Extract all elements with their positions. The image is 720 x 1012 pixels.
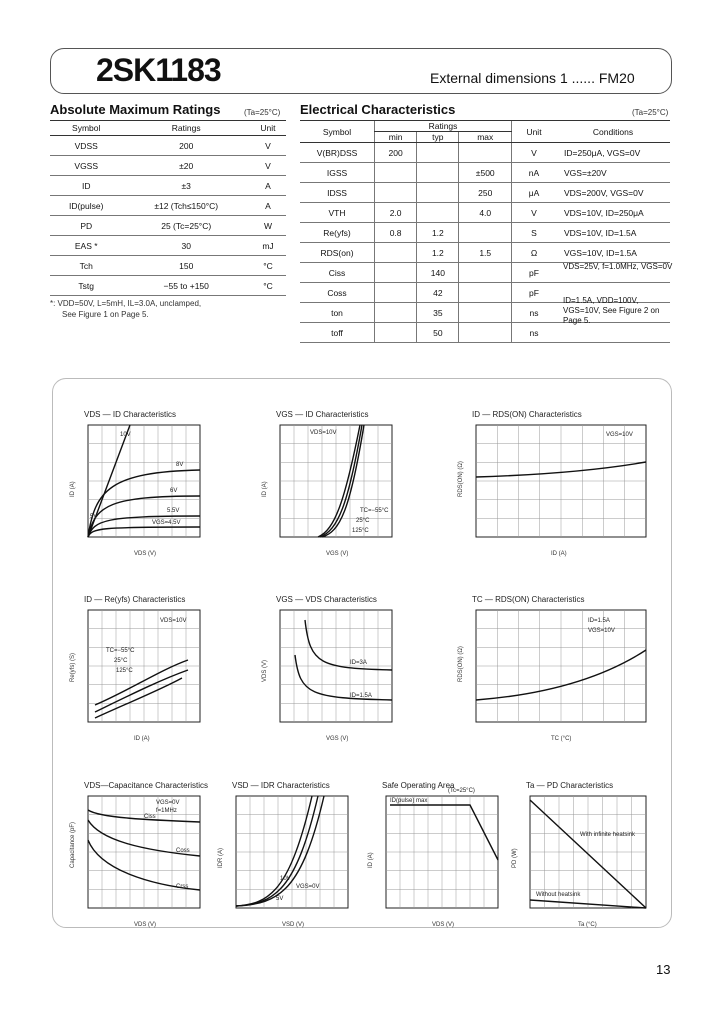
rating-cell: 200 xyxy=(122,136,250,156)
graph-ylabel: VDS (V) xyxy=(262,659,268,682)
typ-cell: 140 xyxy=(417,263,459,283)
typ-cell: 35 xyxy=(417,303,459,323)
curve-label: TC=−55°C xyxy=(360,508,389,514)
symbol-cell: V(BR)DSS xyxy=(300,143,375,163)
curve-label: Crss xyxy=(176,884,189,890)
curve-label: With infinite heatsink xyxy=(580,832,636,838)
symbol-cell: ton xyxy=(300,303,375,323)
col-ratings: Ratings xyxy=(375,121,512,132)
graph-ylabel: PD (W) xyxy=(512,848,518,868)
symbol-cell: RDS(on) xyxy=(300,243,375,263)
elec-condition: (Ta=25°C) xyxy=(632,108,669,117)
graph-title: VGS — ID Characteristics xyxy=(276,410,369,419)
typ-cell: 1.2 xyxy=(417,243,459,263)
max-cell: ±500 xyxy=(459,163,512,183)
unit-cell: μA xyxy=(512,183,557,203)
unit-cell: W xyxy=(250,216,286,236)
col-conditions: Conditions xyxy=(556,121,670,143)
curve-label: ID(pulse) max xyxy=(390,798,428,804)
cond-capacitance: VDS=25V, f=1.0MHz, VGS=0V xyxy=(563,262,673,271)
curve-label: Coss xyxy=(176,848,190,854)
rating-cell: 25 (Tc=25°C) xyxy=(122,216,250,236)
abs-max-condition: (Ta=25°C) xyxy=(244,108,281,117)
part-number: 2SK1183 xyxy=(96,52,221,88)
col-typ: typ xyxy=(417,132,459,143)
graph-title: ID — RDS(ON) Characteristics xyxy=(472,410,582,419)
unit-cell: °C xyxy=(250,276,286,296)
conditions-cell: VGS=10V, ID=1.5A xyxy=(556,243,670,263)
col-max: max xyxy=(459,132,512,143)
symbol-cell: VDSS xyxy=(50,136,122,156)
unit-cell: °C xyxy=(250,256,286,276)
graph-title: VDS—Capacitance Characteristics xyxy=(84,781,209,790)
symbol-cell: EAS * xyxy=(50,236,122,256)
rating-cell: 150 xyxy=(122,256,250,276)
curve-label: 10V xyxy=(120,432,131,438)
conditions-cell: ID=250μA, VGS=0V xyxy=(556,143,670,163)
curve-label: VGS=0V xyxy=(156,800,180,806)
symbol-cell: ID xyxy=(50,176,122,196)
curve-label: 125°C xyxy=(352,528,369,534)
unit-cell: Ω xyxy=(512,243,557,263)
curve-label: Ciss xyxy=(144,814,156,820)
graph-xlabel: ID (A) xyxy=(134,736,150,742)
unit-cell: ns xyxy=(512,323,557,343)
symbol-cell: Coss xyxy=(300,283,375,303)
vds-curve-1a xyxy=(295,655,392,700)
symbol-cell: Ciss xyxy=(300,263,375,283)
yfs-curve-2 xyxy=(95,670,188,712)
unit-cell: ns xyxy=(512,303,557,323)
curve-label: VDS=10V xyxy=(310,430,337,436)
curve-label: 25°C xyxy=(114,658,128,664)
conditions-cell: VGS=±20V xyxy=(556,163,670,183)
external-dimensions: External dimensions 1 ...... FM20 xyxy=(430,70,635,86)
cond-switching: ID=1.5A, VDD=100V, VGS=10V, See Figure 2 on Page 5. xyxy=(563,296,660,325)
footnote-line-2: See Figure 1 on Page 5. xyxy=(62,310,149,319)
unit-cell: pF xyxy=(512,283,557,303)
curve-label: 8V xyxy=(176,462,184,468)
curve-label: 6V xyxy=(170,488,178,494)
unit-cell: V xyxy=(512,203,557,223)
graph-title: VGS — VDS Characteristics xyxy=(276,595,377,604)
graph-title: Ta — PD Characteristics xyxy=(526,781,614,790)
symbol-cell: toff xyxy=(300,323,375,343)
symbol-cell: IDSS xyxy=(300,183,375,203)
curve-label: VDS=10V xyxy=(160,618,187,624)
curve-label: 5.5V xyxy=(167,508,180,514)
col-min: min xyxy=(375,132,417,143)
symbol-cell: ID(pulse) xyxy=(50,196,122,216)
unit-cell: pF xyxy=(512,263,557,283)
graph-ylabel: ID (A) xyxy=(262,481,268,497)
unit-cell: mJ xyxy=(250,236,286,256)
min-cell: 200 xyxy=(375,143,417,163)
unit-cell: V xyxy=(250,156,286,176)
curve-label: 10V xyxy=(280,876,291,882)
graph-ylabel: RDS(ON) (Ω) xyxy=(458,461,464,497)
col-unit: Unit xyxy=(512,121,557,143)
elec-title: Electrical Characteristics xyxy=(300,102,456,117)
graph-xlabel: VSD (V) xyxy=(282,922,305,928)
graph-title: VDS — ID Characteristics xyxy=(84,410,177,419)
col-symbol: Symbol xyxy=(50,121,122,136)
unit-cell: V xyxy=(250,136,286,156)
graph-title: Safe Operating Area xyxy=(382,781,455,790)
curve-label: (Tc=25°C) xyxy=(448,788,475,794)
min-cell: 0.8 xyxy=(375,223,417,243)
typ-cell: 50 xyxy=(417,323,459,343)
col-ratings: Ratings xyxy=(122,121,250,136)
unit-cell: A xyxy=(250,196,286,216)
rating-cell: 30 xyxy=(122,236,250,256)
curve-label: 25°C xyxy=(356,518,370,524)
curve-label: VGS=10V xyxy=(588,628,615,634)
max-cell: 1.5 xyxy=(459,243,512,263)
unit-cell: A xyxy=(250,176,286,196)
graph-title: ID — Re(yfs) Characteristics xyxy=(84,595,186,604)
graph-ylabel: Capacitance (pF) xyxy=(70,821,76,868)
conditions-cell: VDS=10V, ID=1.5A xyxy=(556,223,670,243)
col-unit: Unit xyxy=(250,121,286,136)
graph-ylabel: RDS(ON) (Ω) xyxy=(458,646,464,682)
conditions-cell: VDS=10V, ID=250μA xyxy=(556,203,670,223)
graph-xlabel: VDS (V) xyxy=(134,922,157,928)
unit-cell: V xyxy=(512,143,557,163)
symbol-cell: PD xyxy=(50,216,122,236)
graph-title: TC — RDS(ON) Characteristics xyxy=(472,595,585,604)
curve-label: ID=1.5A xyxy=(350,693,372,699)
rating-cell: ±20 xyxy=(122,156,250,176)
graph-xlabel: VDS (V) xyxy=(134,551,157,557)
curve-label: 5V xyxy=(90,514,98,520)
symbol-cell: Re(yfs) xyxy=(300,223,375,243)
curve-label: TC=−55°C xyxy=(106,648,135,654)
graph-ylabel: IDR (A) xyxy=(218,848,224,868)
footnote-line-1: *: VDD=50V, L=5mH, IL=3.0A, unclamped, xyxy=(50,299,202,308)
unit-cell: nA xyxy=(512,163,557,183)
graph-xlabel: ID (A) xyxy=(551,551,567,557)
graph-xlabel: VGS (V) xyxy=(326,551,349,557)
symbol-cell: Tch xyxy=(50,256,122,276)
curve-label: Without heatsink xyxy=(536,892,581,898)
typ-cell: 42 xyxy=(417,283,459,303)
curve-label: 5V xyxy=(276,896,284,902)
unit-cell: S xyxy=(512,223,557,243)
max-cell: 250 xyxy=(459,183,512,203)
curve-label: 125°C xyxy=(116,668,133,674)
col-symbol: Symbol xyxy=(300,121,375,143)
rating-cell: ±3 xyxy=(122,176,250,196)
graph-ylabel: ID (A) xyxy=(368,852,374,868)
curve-label: VGS=10V xyxy=(606,432,633,438)
symbol-cell: Tstg xyxy=(50,276,122,296)
symbol-cell: VGSS xyxy=(50,156,122,176)
typ-cell: 1.2 xyxy=(417,223,459,243)
curve-label: f=1MHz xyxy=(156,808,177,814)
max-cell: 4.0 xyxy=(459,203,512,223)
graph-xlabel: VDS (V) xyxy=(432,922,455,928)
curve-label: ID=1.5A xyxy=(588,618,610,624)
graph-xlabel: TC (°C) xyxy=(551,736,572,742)
abs-max-title: Absolute Maximum Ratings xyxy=(50,102,221,117)
graph-ylabel: Re(yfs) (S) xyxy=(70,653,76,682)
vds-curve-3a xyxy=(305,620,392,670)
rating-cell: ±12 (Tch≤150°C) xyxy=(122,196,250,216)
symbol-cell: VTH xyxy=(300,203,375,223)
graph-ylabel: ID (A) xyxy=(70,481,76,497)
curve-label: ID=3A xyxy=(350,660,367,666)
page-number: 13 xyxy=(656,962,671,977)
graph-xlabel: Ta (°C) xyxy=(578,922,597,928)
symbol-cell: IGSS xyxy=(300,163,375,183)
conditions-cell: VDS=200V, VGS=0V xyxy=(556,183,670,203)
rating-cell: −55 to +150 xyxy=(122,276,250,296)
curve-label: VGS=0V xyxy=(296,884,320,890)
min-cell: 2.0 xyxy=(375,203,417,223)
graph-title: VSD — IDR Characteristics xyxy=(232,781,330,790)
graph-xlabel: VGS (V) xyxy=(326,736,349,742)
curve-label: VGS=4.5V xyxy=(152,520,181,526)
